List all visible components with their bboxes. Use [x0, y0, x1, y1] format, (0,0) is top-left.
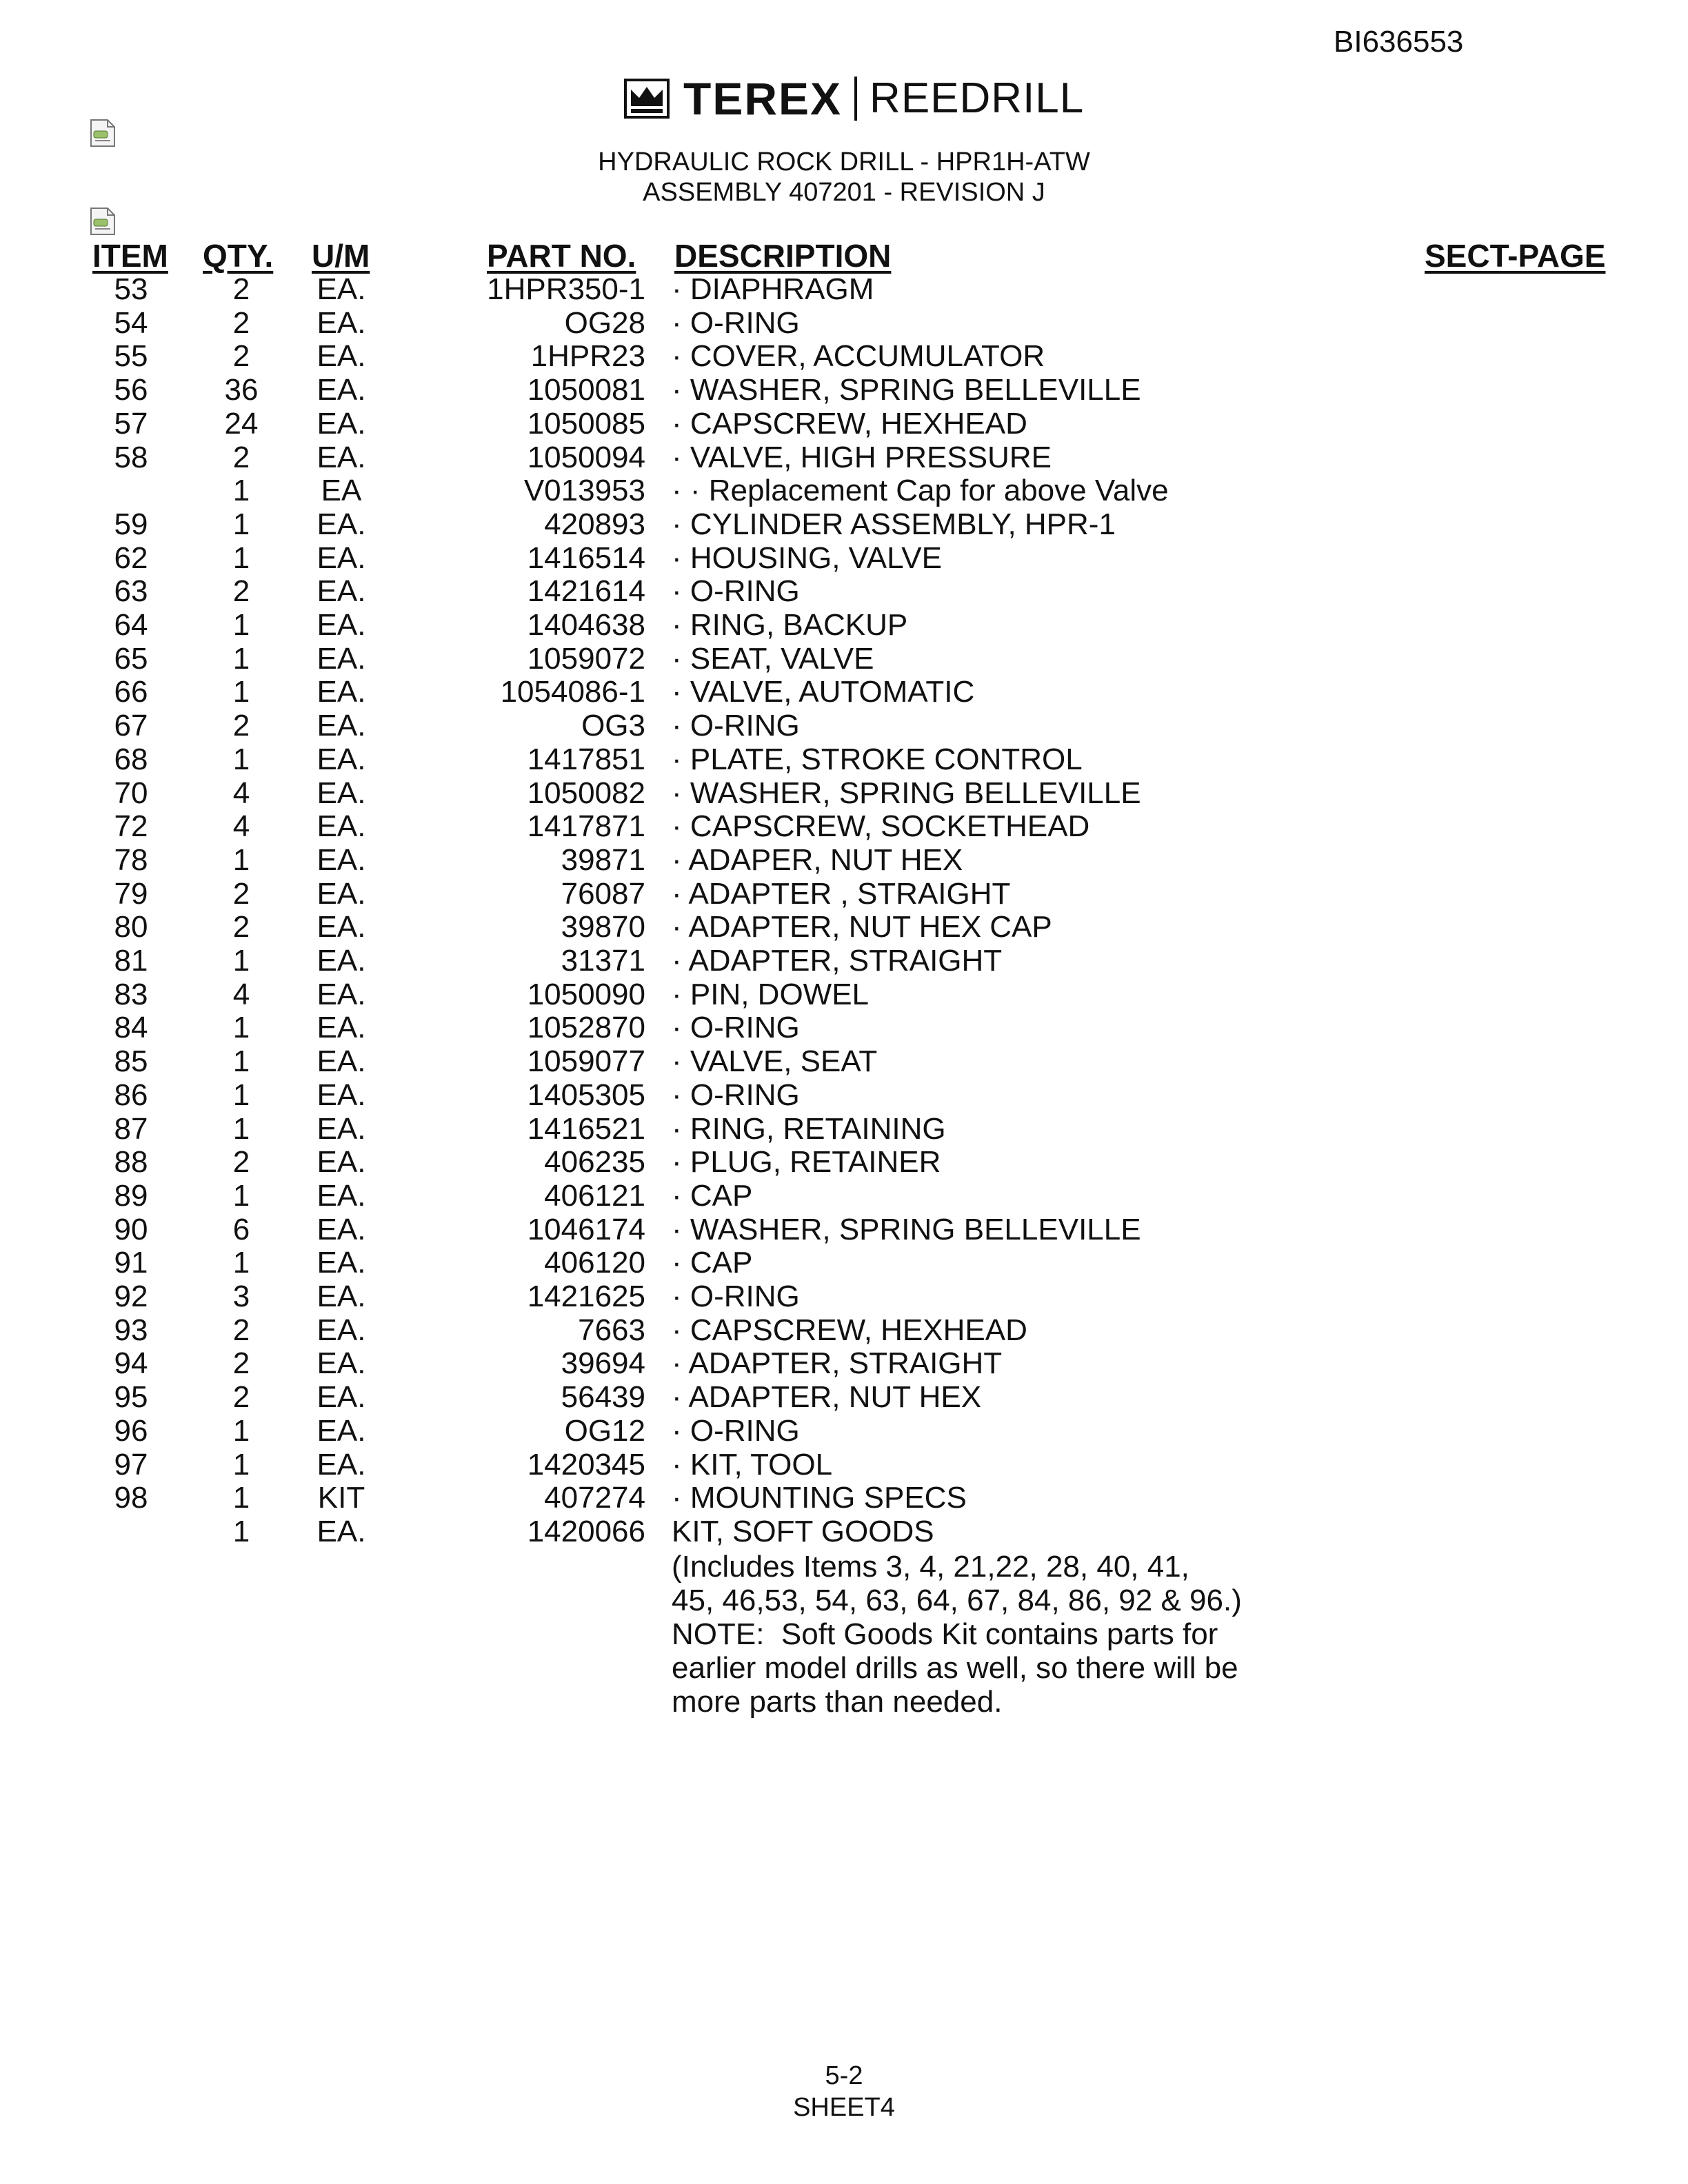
item-cell: 72 [114, 809, 148, 844]
description-cell: · O-RING [672, 709, 800, 743]
item-cell: 95 [114, 1380, 148, 1415]
item-cell: 58 [114, 440, 148, 474]
table-row [0, 1179, 1688, 1213]
item-cell: 90 [114, 1212, 148, 1246]
qty-cell: 2 [232, 1346, 250, 1381]
document-title: HYDRAULIC ROCK DRILL - HPR1H-ATW [598, 148, 1090, 176]
qty-cell: 2 [232, 1380, 250, 1415]
item-cell: 67 [114, 709, 148, 743]
unit-cell: EA. [316, 1514, 366, 1548]
qty-cell: 1 [232, 608, 250, 642]
description-cell: · VALVE, HIGH PRESSURE [672, 440, 1052, 474]
table-row [0, 1414, 1688, 1448]
qty-cell: 1 [232, 742, 250, 776]
qty-cell: 2 [232, 910, 250, 944]
part-number-cell: 1421625 [527, 1280, 645, 1313]
table-row [0, 1448, 1688, 1482]
part-number-cell: 1050081 [527, 373, 645, 407]
qty-cell: 1 [232, 1447, 250, 1482]
description-cell: KIT, SOFT GOODS [672, 1514, 934, 1548]
item-cell: 86 [114, 1078, 148, 1112]
description-cell: · ADAPTER, NUT HEX [672, 1380, 982, 1415]
table-row [0, 1213, 1688, 1246]
item-cell: 54 [114, 305, 148, 340]
unit-cell: EA. [316, 305, 366, 340]
description-cell: · PLUG, RETAINER [672, 1145, 941, 1180]
description-cell: · MOUNTING SPECS [672, 1481, 967, 1515]
qty-cell: 1 [232, 540, 250, 575]
table-row [0, 877, 1688, 911]
item-cell: 89 [114, 1178, 148, 1213]
description-cell: · O-RING [672, 574, 800, 609]
column-header-um: U/M [312, 238, 370, 274]
description-cell: · O-RING [672, 1078, 800, 1112]
unit-cell: EA. [316, 1145, 366, 1180]
table-row [0, 1481, 1688, 1515]
part-number-cell: 1416521 [527, 1111, 645, 1146]
description-cell: · ADAPTER , STRAIGHT [672, 876, 1011, 911]
qty-cell: 1 [232, 944, 250, 978]
description-cell: · CYLINDER ASSEMBLY, HPR-1 [672, 507, 1116, 541]
description-cell: · PLATE, STROKE CONTROL [672, 742, 1083, 776]
table-row [0, 1313, 1688, 1347]
part-number-cell: 1046174 [527, 1212, 645, 1246]
description-cell: · ADAPTER, NUT HEX CAP [672, 910, 1052, 944]
description-cell: · VALVE, SEAT [672, 1044, 878, 1079]
table-row [0, 373, 1688, 407]
item-cell: 97 [114, 1447, 148, 1482]
description-cell: · ADAPTER, STRAIGHT [672, 1346, 1003, 1381]
logo-divider [854, 77, 857, 121]
item-cell: 66 [114, 675, 148, 709]
description-cell: · WASHER, SPRING BELLEVILLE [672, 373, 1141, 407]
part-number-cell: 1404638 [527, 608, 645, 642]
table-row [0, 1044, 1688, 1078]
description-cell: · CAP [672, 1246, 753, 1280]
qty-cell: 1 [232, 1111, 250, 1146]
column-header-description: DESCRIPTION [674, 238, 892, 274]
table-row [0, 1280, 1688, 1313]
description-cell: · DIAPHRAGM [672, 272, 874, 306]
column-header-sect-page: SECT-PAGE [1425, 238, 1606, 274]
item-cell: 63 [114, 574, 148, 609]
assembly-subtitle: ASSEMBLY 407201 - REVISION J [643, 178, 1045, 207]
document-id: BI636553 [1334, 25, 1464, 59]
unit-cell: EA. [316, 373, 366, 407]
table-row [0, 1515, 1688, 1548]
unit-cell: EA [321, 474, 362, 508]
description-cell: · CAPSCREW, HEXHEAD [672, 1313, 1027, 1347]
qty-cell: 2 [232, 574, 250, 609]
item-cell: 56 [114, 373, 148, 407]
part-number-cell: 1050094 [527, 440, 645, 474]
description-cell: · HOUSING, VALVE [672, 540, 943, 575]
unit-cell: EA. [316, 540, 366, 575]
unit-cell: EA. [316, 272, 366, 306]
unit-cell: EA. [316, 440, 366, 474]
unit-cell: EA. [316, 1280, 366, 1313]
description-cell: · PIN, DOWEL [672, 977, 870, 1011]
table-row [0, 574, 1688, 608]
part-number-cell: 1050090 [527, 977, 645, 1011]
column-header-item: ITEM [92, 238, 168, 274]
qty-cell: 1 [232, 474, 250, 508]
unit-cell: EA. [316, 944, 366, 978]
description-cell: · WASHER, SPRING BELLEVILLE [672, 1212, 1141, 1246]
part-number-cell: 1050085 [527, 406, 645, 441]
part-number-cell: 406121 [544, 1178, 645, 1213]
item-cell: 57 [114, 406, 148, 441]
table-row [0, 642, 1688, 676]
item-cell: 53 [114, 272, 148, 306]
soft-goods-note [672, 1550, 1242, 1719]
description-cell: · SEAT, VALVE [672, 641, 874, 676]
part-number-cell: 1050082 [527, 776, 645, 810]
part-number-cell: 7663 [578, 1313, 645, 1347]
embedded-document-icon[interactable] [90, 119, 116, 148]
table-row [0, 944, 1688, 978]
item-cell: 84 [114, 1011, 148, 1045]
logo-product-text: REEDRILL [870, 74, 1085, 122]
item-cell: 88 [114, 1145, 148, 1180]
unit-cell: EA. [316, 507, 366, 541]
table-row [0, 1078, 1688, 1112]
qty-cell: 1 [232, 1178, 250, 1213]
description-cell: · ADAPTER, STRAIGHT [672, 944, 1003, 978]
column-header-qty: QTY. [203, 238, 274, 274]
qty-cell: 24 [224, 406, 259, 441]
table-row [0, 776, 1688, 810]
terex-crown-icon [624, 79, 670, 119]
terex-reedrill-logo [624, 74, 1084, 123]
qty-cell: 2 [232, 272, 250, 306]
table-row [0, 1011, 1688, 1044]
description-cell: · RING, BACKUP [672, 608, 908, 642]
qty-cell: 4 [232, 809, 250, 844]
unit-cell: EA. [316, 1313, 366, 1347]
table-row [0, 1380, 1688, 1414]
table-row [0, 339, 1688, 373]
qty-cell: 2 [232, 876, 250, 911]
unit-cell: EA. [316, 977, 366, 1011]
table-row [0, 809, 1688, 843]
unit-cell: EA. [316, 641, 366, 676]
qty-cell: 3 [232, 1280, 250, 1313]
table-row [0, 306, 1688, 340]
qty-cell: 1 [232, 1011, 250, 1045]
qty-cell: 1 [232, 842, 250, 877]
description-cell: · COVER, ACCUMULATOR [672, 339, 1045, 374]
page-number: 5-2 [825, 2061, 863, 2090]
qty-cell: 1 [232, 1514, 250, 1548]
part-number-cell: 76087 [561, 876, 645, 911]
table-row [0, 507, 1688, 541]
part-number-cell: 39694 [561, 1346, 645, 1381]
unit-cell: EA. [316, 1413, 366, 1448]
description-cell: · CAPSCREW, HEXHEAD [672, 406, 1027, 441]
unit-cell: EA. [316, 1078, 366, 1112]
table-row [0, 608, 1688, 642]
item-cell: 93 [114, 1313, 148, 1347]
unit-cell: KIT [317, 1481, 365, 1515]
item-cell: 68 [114, 742, 148, 776]
unit-cell: EA. [316, 709, 366, 743]
table-row [0, 407, 1688, 441]
part-number-cell: 1059072 [527, 641, 645, 676]
qty-cell: 4 [232, 776, 250, 810]
part-number-cell: 407274 [544, 1481, 645, 1515]
item-cell: 83 [114, 977, 148, 1011]
part-number-cell: 406235 [544, 1145, 645, 1180]
qty-cell: 2 [232, 709, 250, 743]
part-number-cell: 56439 [561, 1380, 645, 1415]
part-number-cell: 31371 [561, 944, 645, 978]
unit-cell: EA. [316, 842, 366, 877]
logo-brand-text: TEREX [683, 73, 843, 124]
qty-cell: 6 [232, 1212, 250, 1246]
unit-cell: EA. [316, 876, 366, 911]
unit-cell: EA. [316, 809, 366, 844]
note-line: 45, 46,53, 54, 63, 64, 67, 84, 86, 92 & 96.) [672, 1584, 1242, 1617]
qty-cell: 2 [232, 305, 250, 340]
unit-cell: EA. [316, 1447, 366, 1482]
part-number-cell: 39871 [561, 842, 645, 877]
qty-cell: 1 [232, 1078, 250, 1112]
qty-cell: 1 [232, 1044, 250, 1079]
qty-cell: 1 [232, 641, 250, 676]
part-number-cell: 1416514 [527, 540, 645, 575]
table-row [0, 978, 1688, 1011]
qty-cell: 1 [232, 1246, 250, 1280]
unit-cell: EA. [316, 1178, 366, 1213]
qty-cell: 4 [232, 977, 250, 1011]
table-row [0, 441, 1688, 474]
description-cell: · VALVE, AUTOMATIC [672, 675, 975, 709]
part-number-cell: 1HPR23 [530, 339, 645, 374]
part-number-cell: 1054086-1 [500, 675, 645, 709]
item-cell: 81 [114, 944, 148, 978]
table-row [0, 709, 1688, 742]
part-number-cell: 1421614 [527, 574, 645, 609]
description-cell: · CAPSCREW, SOCKETHEAD [672, 809, 1090, 844]
item-cell: 65 [114, 641, 148, 676]
part-number-cell: 39870 [561, 910, 645, 944]
item-cell: 80 [114, 910, 148, 944]
qty-cell: 1 [232, 675, 250, 709]
description-cell: · · Replacement Cap for above Valve [672, 474, 1169, 508]
item-cell: 59 [114, 507, 148, 541]
description-cell: · O-RING [672, 305, 800, 340]
item-cell: 98 [114, 1481, 148, 1515]
item-cell: 94 [114, 1346, 148, 1381]
part-number-cell: 1420066 [527, 1514, 645, 1548]
description-cell: · O-RING [672, 1413, 800, 1448]
qty-cell: 1 [232, 1413, 250, 1448]
part-number-cell: 1417871 [527, 809, 645, 844]
unit-cell: EA. [316, 675, 366, 709]
part-number-cell: OG12 [564, 1413, 645, 1448]
note-line: (Includes Items 3, 4, 21,22, 28, 40, 41, [672, 1550, 1189, 1584]
part-number-cell: 1052870 [527, 1011, 645, 1045]
part-number-cell: 1HPR350-1 [487, 272, 645, 306]
item-cell: 87 [114, 1111, 148, 1146]
item-cell: 79 [114, 876, 148, 911]
description-cell: · CAP [672, 1178, 753, 1213]
part-number-cell: 1420345 [527, 1447, 645, 1482]
column-header-part: PART NO. [487, 238, 636, 274]
unit-cell: EA. [316, 1212, 366, 1246]
item-cell: 70 [114, 776, 148, 810]
unit-cell: EA. [316, 1246, 366, 1280]
item-cell: 96 [114, 1413, 148, 1448]
unit-cell: EA. [316, 1111, 366, 1146]
item-cell: 85 [114, 1044, 148, 1079]
qty-cell: 2 [232, 1313, 250, 1347]
description-cell: · RING, RETAINING [672, 1111, 946, 1146]
unit-cell: EA. [316, 776, 366, 810]
unit-cell: EA. [316, 574, 366, 609]
item-cell: 64 [114, 608, 148, 642]
item-cell: 91 [114, 1246, 148, 1280]
part-number-cell: 1059077 [527, 1044, 645, 1079]
table-row [0, 1346, 1688, 1380]
description-cell: · O-RING [672, 1011, 800, 1045]
part-number-cell: 1417851 [527, 742, 645, 776]
part-number-cell: 1405305 [527, 1078, 645, 1112]
note-line: more parts than needed. [672, 1685, 1003, 1719]
qty-cell: 2 [232, 339, 250, 374]
unit-cell: EA. [316, 1346, 366, 1381]
description-cell: · O-RING [672, 1280, 800, 1313]
qty-cell: 2 [232, 440, 250, 474]
note-line: earlier model drills as well, so there will be [672, 1651, 1238, 1685]
qty-cell: 36 [224, 373, 259, 407]
description-cell: · ADAPER, NUT HEX [672, 842, 963, 877]
note-line: NOTE: Soft Goods Kit contains parts for [672, 1617, 1218, 1651]
part-number-cell: OG28 [564, 305, 645, 340]
embedded-document-icon-2[interactable] [90, 207, 116, 236]
qty-cell: 2 [232, 1145, 250, 1180]
item-cell: 92 [114, 1280, 148, 1313]
unit-cell: EA. [316, 910, 366, 944]
table-row [0, 1112, 1688, 1146]
description-cell: · WASHER, SPRING BELLEVILLE [672, 776, 1141, 810]
unit-cell: EA. [316, 1044, 366, 1079]
sheet-label: SHEET4 [793, 2093, 895, 2122]
qty-cell: 1 [232, 1481, 250, 1515]
table-row [0, 675, 1688, 709]
table-row [0, 272, 1688, 306]
table-row [0, 474, 1688, 507]
item-cell: 62 [114, 540, 148, 575]
table-row [0, 541, 1688, 575]
item-cell: 55 [114, 339, 148, 374]
part-number-cell: 420893 [544, 507, 645, 541]
unit-cell: EA. [316, 339, 366, 374]
table-row [0, 1246, 1688, 1280]
part-number-cell: V013953 [523, 474, 645, 508]
description-cell: · KIT, TOOL [672, 1447, 833, 1482]
part-number-cell: OG3 [581, 709, 645, 743]
unit-cell: EA. [316, 406, 366, 441]
unit-cell: EA. [316, 608, 366, 642]
unit-cell: EA. [316, 1011, 366, 1045]
table-row [0, 910, 1688, 944]
unit-cell: EA. [316, 742, 366, 776]
qty-cell: 1 [232, 507, 250, 541]
item-cell: 78 [114, 842, 148, 877]
table-row [0, 742, 1688, 776]
part-number-cell: 406120 [544, 1246, 645, 1280]
table-row [0, 843, 1688, 877]
table-row [0, 1145, 1688, 1179]
unit-cell: EA. [316, 1380, 366, 1415]
